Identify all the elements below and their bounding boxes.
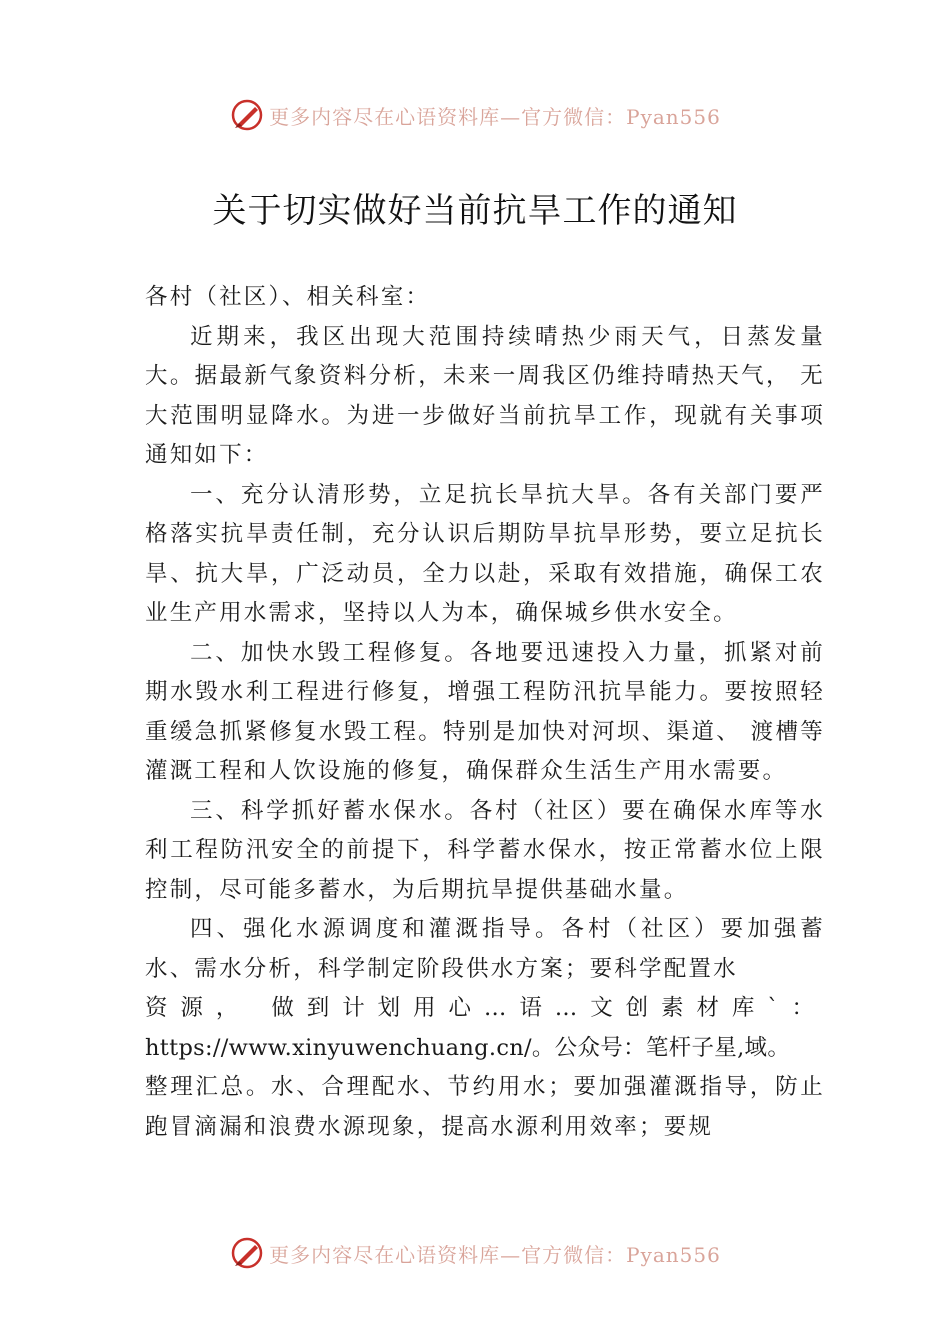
paragraph-4-end: 整理汇总。水、合理配水、节约用水；要加强灌溉指导，防止跑冒滴漏和浪费水源现象，提高水源利用效率；要规 [145,1074,825,1140]
pen-logo-icon [229,97,265,133]
paragraph: 一、充分认清形势，立足抗长旱抗大旱。各有关部门要严格落实抗旱责任制，充分认识后期防旱抗旱形势，要立足抗长旱、抗大旱，广泛动员，全力以赴，采取有效措施，确保工农业生产用水需求，坚持以人为本，确保城乡供水安全。 [145,481,825,626]
paragraph-4-url-line: https://www.xinyuwenchuang.cn/。公众号：笔杆子星,域。 [145,1034,791,1061]
watermark-footer [0,1233,950,1273]
pen-logo-icon [229,1235,265,1271]
watermark-header [0,95,950,135]
paragraph-4-start: 四、强化水源调度和灌溉指导。各村（社区）要加强蓄水、需水分析，科学制定阶段供水方案；要科学配置水 [145,916,825,982]
watermark-text: 更多内容尽在心语资料库—官方微信：Pyan556 [269,104,721,129]
salutation: 各村（社区）、相关科室： [145,284,431,310]
paragraph-4-spread-line: 资源， 做到计划用心…语…文创素材库`： [145,995,825,1021]
paragraph: 近期来，我区出现大范围持续晴热少雨天气，日蒸发量大。据最新气象资料分析，未来一周我区仍维持晴热天气， 无大范围明显降水。为进一步做好当前抗旱工作，现就有关事项通知如下： [145,323,825,468]
document-title: 关于切实做好当前抗旱工作的通知 [212,191,738,231]
watermark-text: 更多内容尽在心语资料库—官方微信：Pyan556 [269,1242,721,1267]
document-body [145,278,825,1147]
paragraph: 二、加快水毁工程修复。各地要迅速投入力量，抓紧对前期水毁水利工程进行修复，增强工程防汛抗旱能力。要按照轻重缓急抓紧修复水毁工程。特别是加快对河坝、渠道、 渡槽等灌溉工程和人饮设施的修复，确保群众生活生产用水需要。 [145,639,825,784]
paragraph: 三、科学抓好蓄水保水。各村（社区）要在确保水库等水利工程防汛安全的前提下，科学蓄水保水，按正常蓄水位上限控制，尽可能多蓄水，为后期抗旱提供基础水量。 [145,797,825,903]
